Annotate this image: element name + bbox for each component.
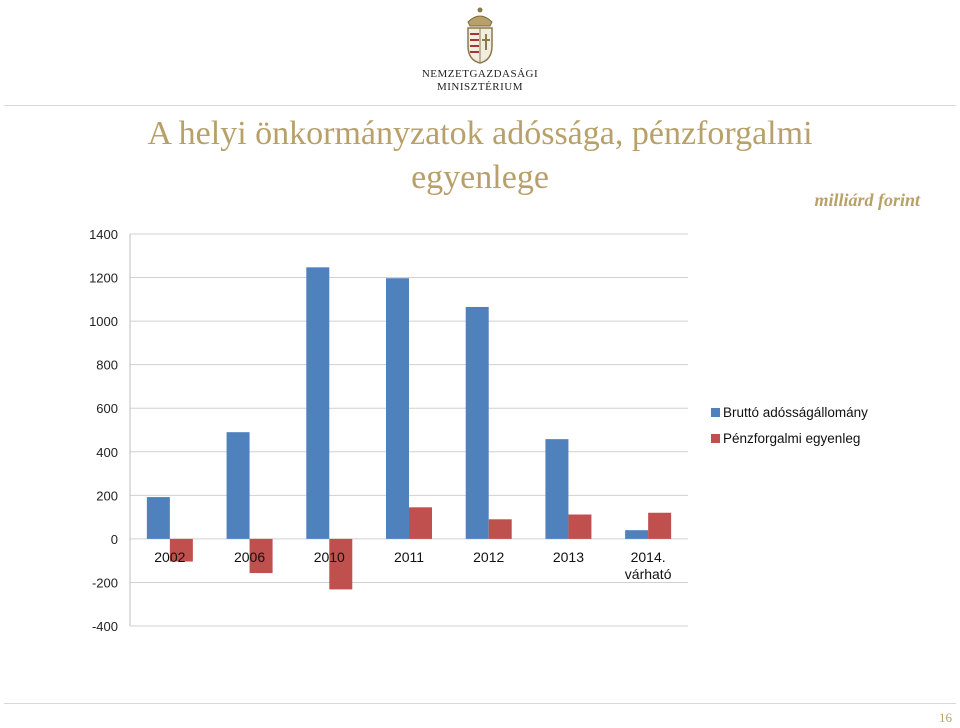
y-tick-label: 0 <box>110 531 118 547</box>
bar-debt <box>306 267 329 539</box>
bar-balance <box>489 519 512 539</box>
y-tick-label: 800 <box>96 357 118 373</box>
y-tick-label: 600 <box>96 401 118 417</box>
org-name-line1: NEMZETGAZDASÁGI <box>421 68 539 80</box>
x-tick-label: 2006 <box>233 549 266 565</box>
bar-balance <box>648 513 671 539</box>
bar-balance <box>568 514 591 538</box>
y-tick-label: 200 <box>96 488 118 504</box>
bar-debt <box>386 278 409 539</box>
slide-title: A helyi önkormányzatok adóssága, pénzforgalmi egyenlege <box>147 115 813 196</box>
y-tick-label: 400 <box>96 444 118 460</box>
x-tick-label: 2013 <box>552 549 585 565</box>
legend-label: Bruttó adósságállomány <box>723 405 868 420</box>
x-tick-label: 2011 <box>393 549 425 565</box>
bar-debt <box>147 497 170 539</box>
bar-debt <box>466 307 489 539</box>
legend-swatch <box>711 408 720 417</box>
footer-divider <box>4 703 956 704</box>
bar-debt <box>545 439 568 539</box>
x-tick-label: 2010 <box>313 549 345 565</box>
x-tick-label: 2012 <box>473 549 505 565</box>
x-tick-label: 2014. várható <box>624 549 672 582</box>
x-tick-label: 2002 <box>154 549 186 565</box>
org-name-line2: MINISZTÉRIUM <box>436 81 524 93</box>
bar-balance <box>409 507 432 539</box>
legend-label: Pénzforgalmi egyenleg <box>723 431 861 446</box>
unit-label: milliárd forint <box>814 190 920 210</box>
y-tick-label: 1400 <box>89 227 118 242</box>
page-number: 16 <box>939 710 952 725</box>
bar-debt <box>227 432 250 539</box>
y-tick-label: 1200 <box>89 270 118 286</box>
y-tick-label: 1000 <box>89 314 118 330</box>
bar-debt <box>625 530 648 539</box>
y-tick-label: -400 <box>91 619 118 634</box>
y-tick-label: -200 <box>91 575 118 591</box>
legend-swatch <box>711 434 720 443</box>
